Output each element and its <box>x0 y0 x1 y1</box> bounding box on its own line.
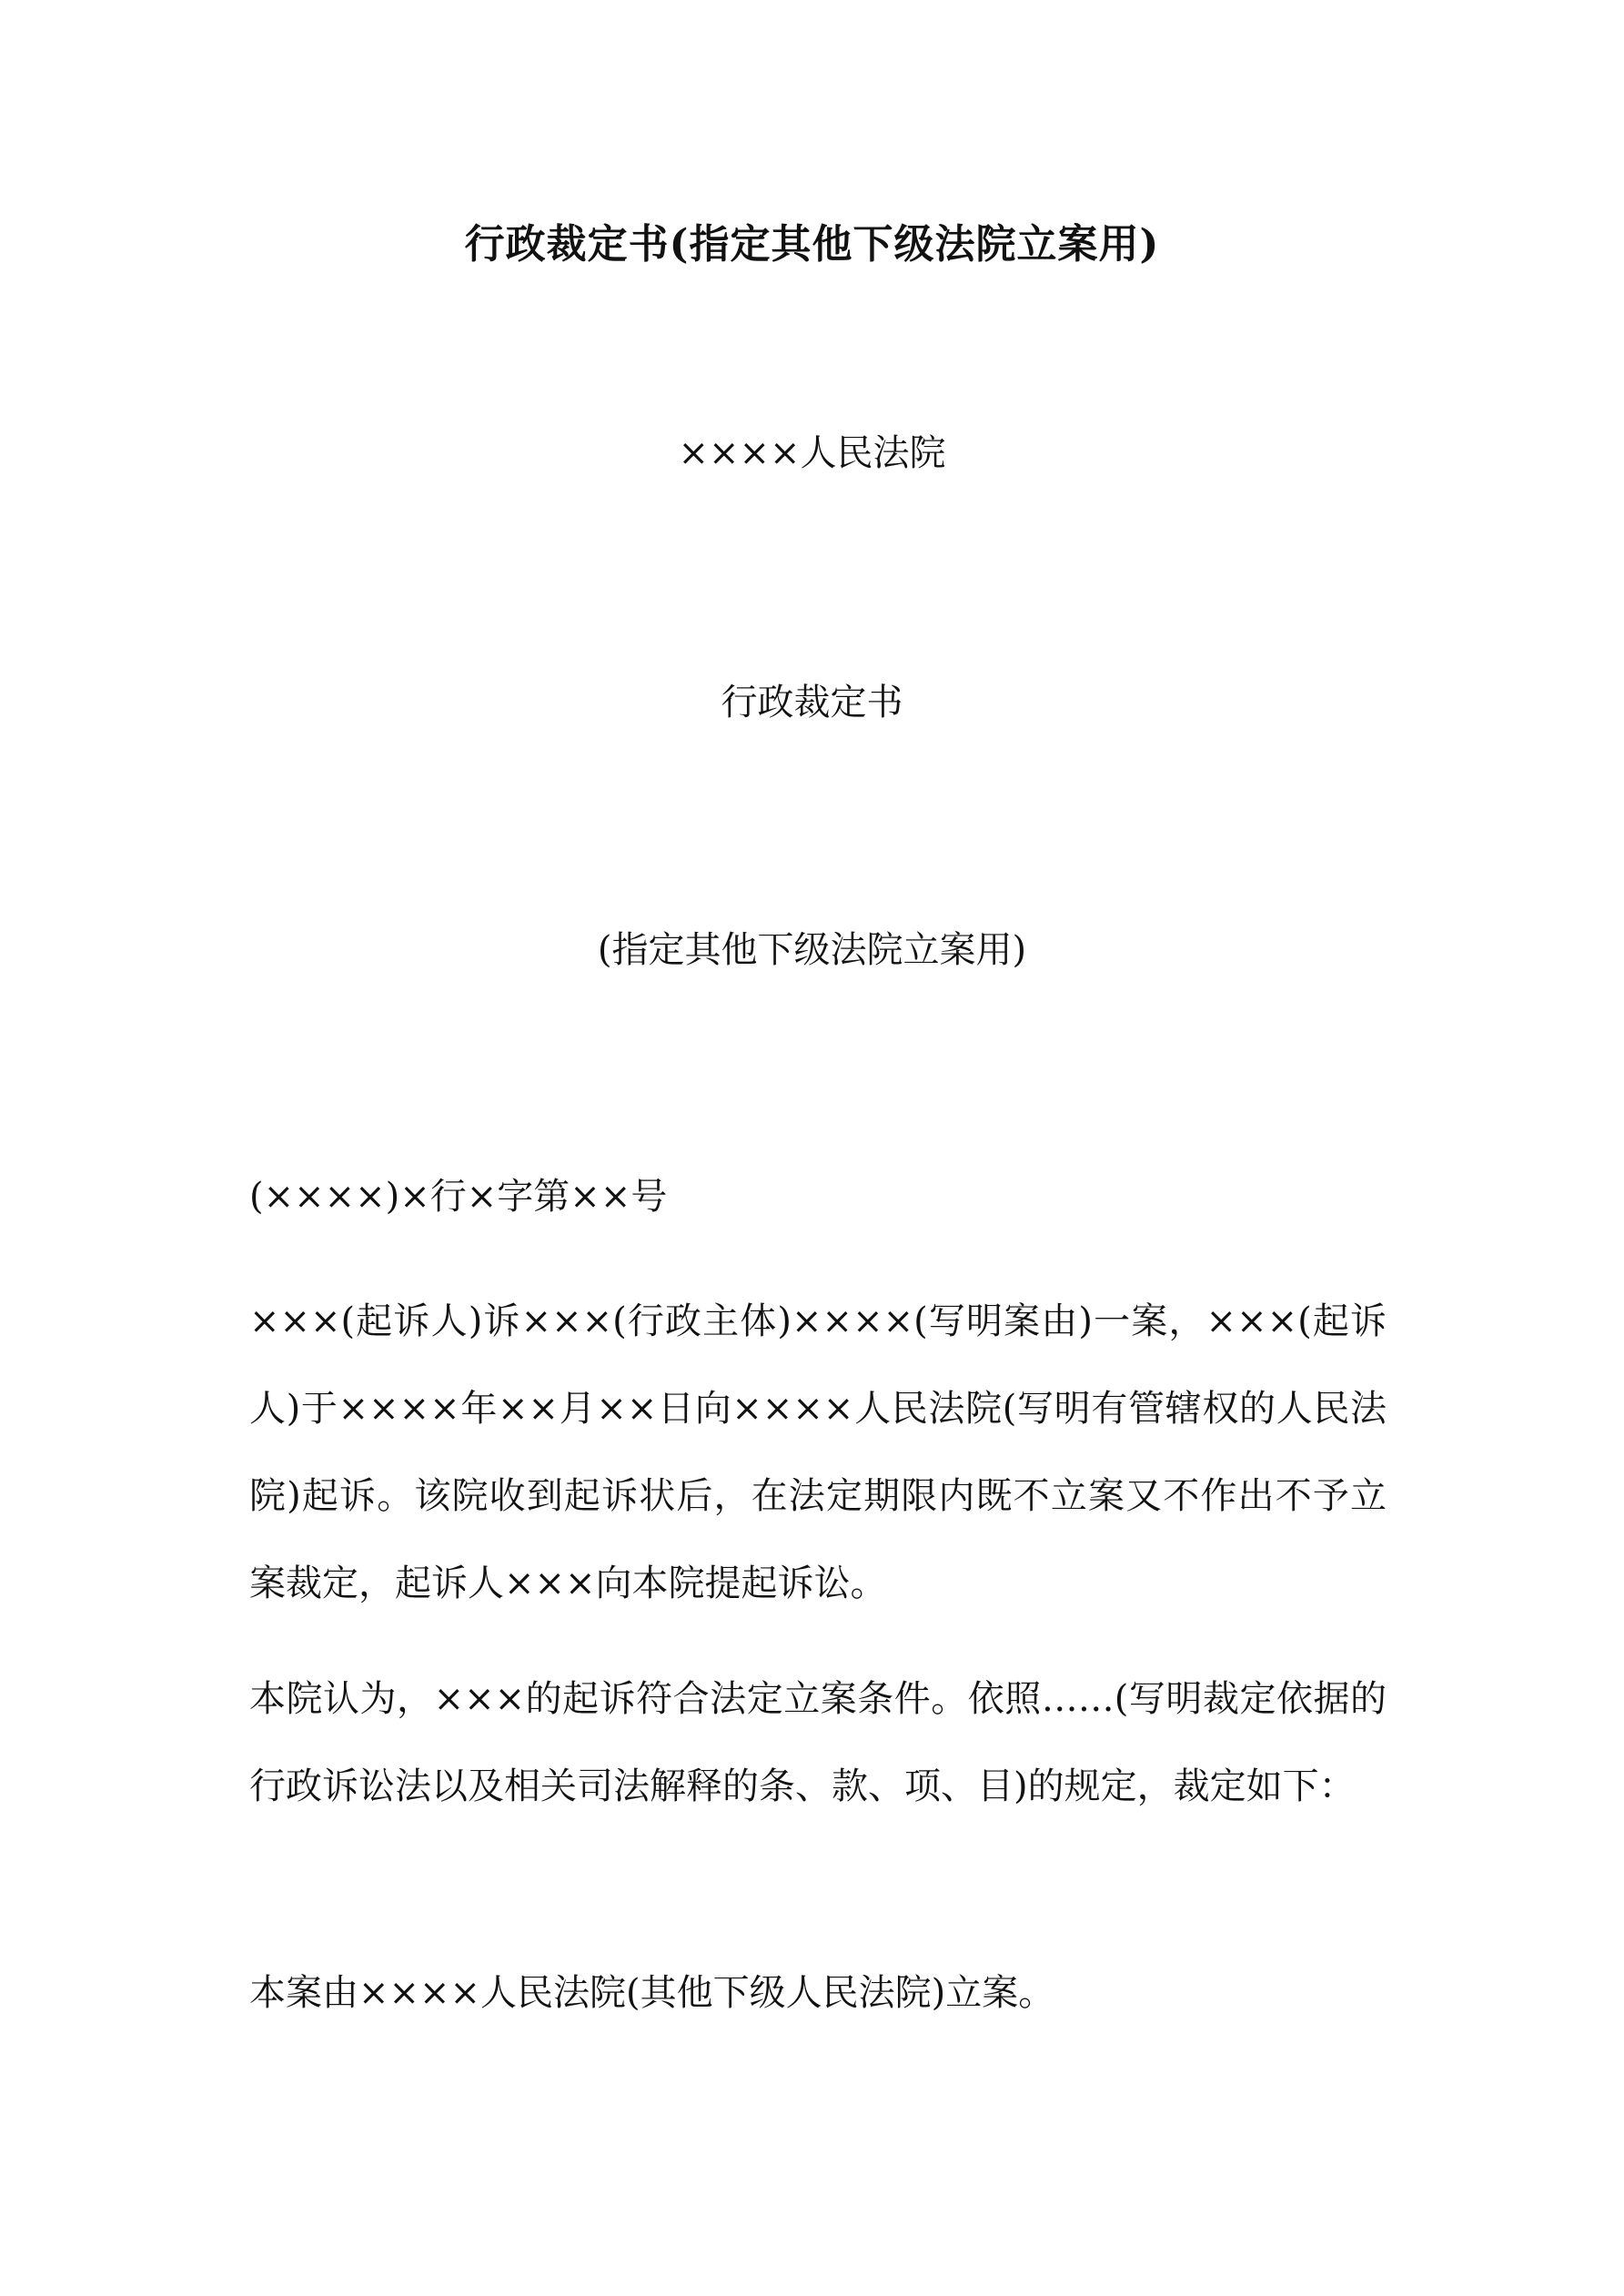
usage-note: (指定其他下级法院立案用) <box>597 929 1027 971</box>
paragraph-facts: ×××(起诉人)诉×××(行政主体)××××(写明案由)一案，×××(起诉人)于××××年××月××日向××××人民法院(写明有管辖权的人民法院)起诉。该院收到起诉状后，在法定期限内既不立案又不作出不予立案裁定，起诉人×××向本院提起诉讼。 <box>249 1300 1387 1604</box>
case-number: (××××)×行×字第××号 <box>249 1176 668 1218</box>
document-type: 行政裁定书 <box>721 682 903 723</box>
paragraph-ruling: 本案由××××人民法院(其他下级人民法院)立案。 <box>249 1972 1055 2014</box>
paragraph-reasoning: 本院认为，×××的起诉符合法定立案条件。依照……(写明裁定依据的行政诉讼法以及相关司法解释的条、款、项、目)的规定，裁定如下： <box>249 1678 1387 1807</box>
court-name: ××××人民法院 <box>678 432 946 474</box>
document-title: 行政裁定书(指定其他下级法院立案用) <box>464 221 1160 268</box>
